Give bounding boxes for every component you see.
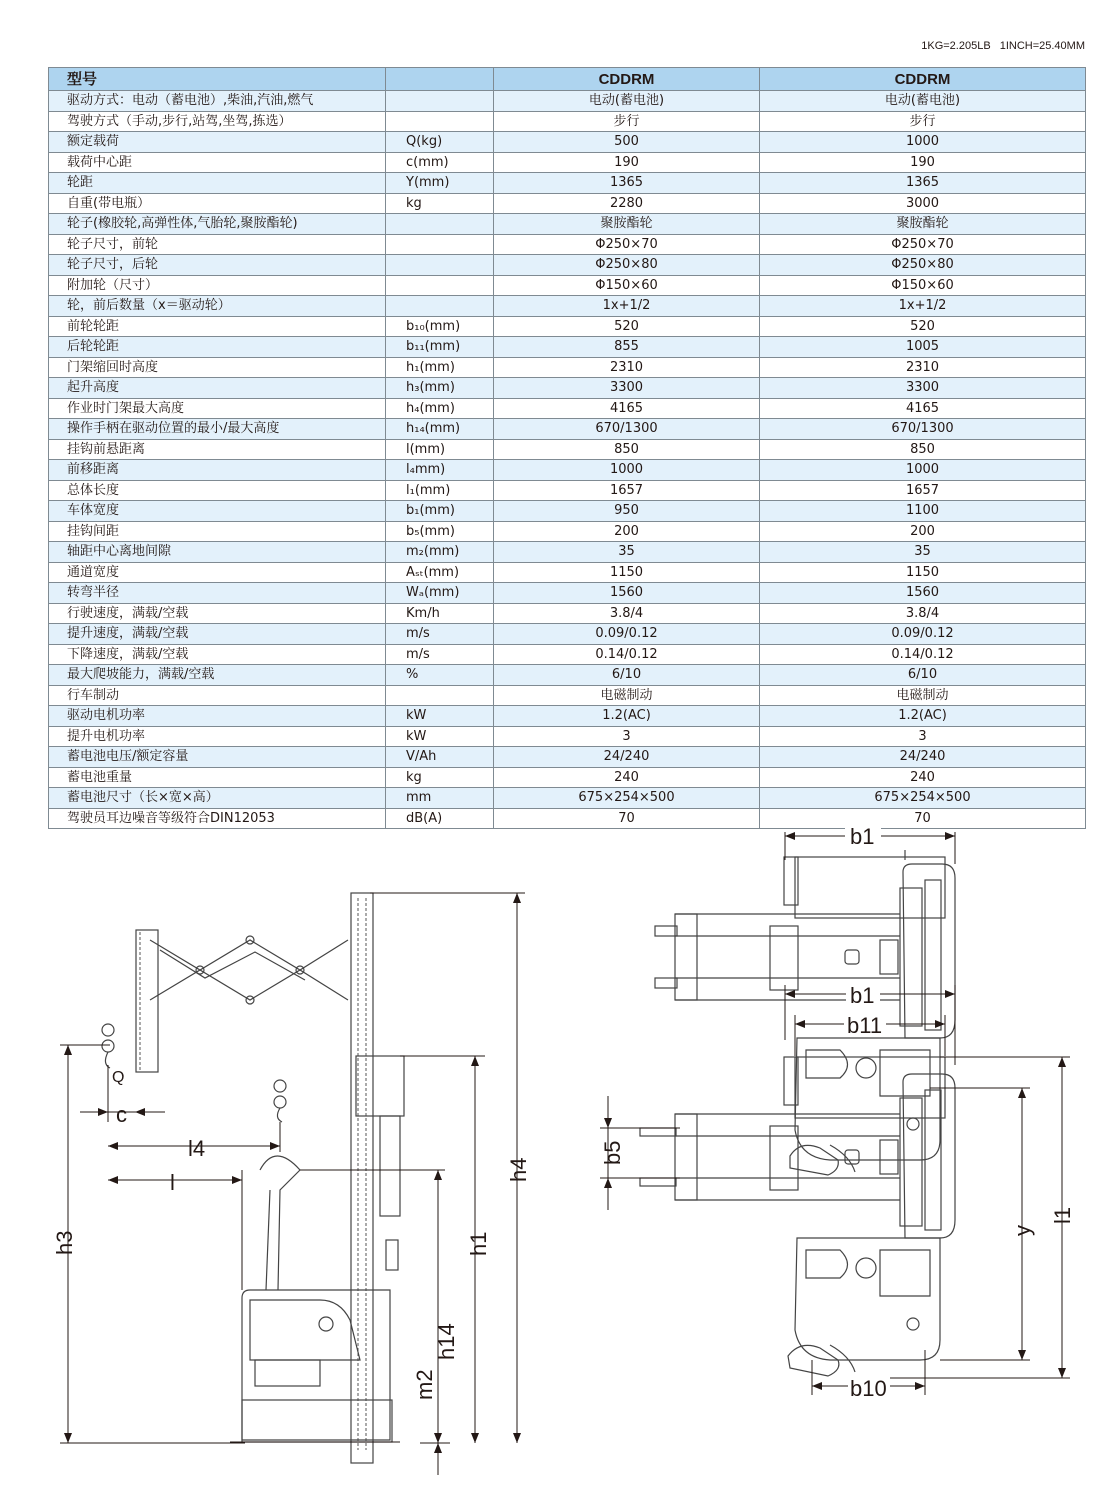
- table-row: [49, 542, 1086, 563]
- spec-label: 轮，前后数量（x＝驱动轮）: [49, 296, 386, 317]
- spec-value-2: 电动(蓄电池): [760, 91, 1086, 112]
- spec-value-1: 3: [494, 726, 760, 747]
- dim-label-b1: b1: [850, 824, 875, 849]
- spec-label: 行驶速度，满载/空载: [49, 603, 386, 624]
- table-row: [49, 419, 1086, 440]
- spec-label: 蓄电池尺寸（长×宽×高）: [49, 788, 386, 809]
- table-row: [49, 337, 1086, 358]
- spec-label: 驱动方式：电动（蓄电池）,柴油,汽油,燃气: [49, 91, 386, 112]
- spec-value-2: 1657: [760, 480, 1086, 501]
- table-row: [49, 644, 1086, 665]
- spec-value-2: 步行: [760, 111, 1086, 132]
- spec-label: 轴距中心离地间隙: [49, 542, 386, 563]
- spec-label: 最大爬坡能力，满载/空载: [49, 665, 386, 686]
- spec-label: 前轮轮距: [49, 316, 386, 337]
- spec-label: 转弯半径: [49, 583, 386, 604]
- spec-value-1: 0.09/0.12: [494, 624, 760, 645]
- spec-value-1: 500: [494, 132, 760, 153]
- dim-label-l: l: [170, 1170, 175, 1195]
- spec-unit: kg: [386, 767, 494, 788]
- table-row: [49, 583, 1086, 604]
- table-row: [49, 234, 1086, 255]
- spec-unit: m/s: [386, 644, 494, 665]
- plan-dim-label-l1: l1: [1050, 1206, 1075, 1224]
- spec-value-1: 2280: [494, 193, 760, 214]
- spec-value-1: 电动(蓄电池): [494, 91, 760, 112]
- spec-unit: V/Ah: [386, 747, 494, 768]
- spec-value-2: 190: [760, 152, 1086, 173]
- table-row: [49, 439, 1086, 460]
- spec-label: 下降速度，满载/空载: [49, 644, 386, 665]
- spec-unit: b₅(mm): [386, 521, 494, 542]
- spec-unit: b₁(mm): [386, 501, 494, 522]
- spec-value-1: 240: [494, 767, 760, 788]
- plan-dim-label-b5: b5: [600, 1140, 625, 1165]
- spec-unit: mm: [386, 788, 494, 809]
- spec-unit: Aₛₜ(mm): [386, 562, 494, 583]
- spec-table: [48, 67, 1086, 829]
- table-row: [49, 398, 1086, 419]
- table-row: [49, 767, 1086, 788]
- table-row: [49, 480, 1086, 501]
- spec-unit: Wₐ(mm): [386, 583, 494, 604]
- spec-value-1: 70: [494, 808, 760, 829]
- spec-value-1: 520: [494, 316, 760, 337]
- spec-unit: [386, 234, 494, 255]
- spec-value-1: 1560: [494, 583, 760, 604]
- spec-label: 轮距: [49, 173, 386, 194]
- spec-value-1: 步行: [494, 111, 760, 132]
- spec-value-2: 0.14/0.12: [760, 644, 1086, 665]
- spec-value-2: 1100: [760, 501, 1086, 522]
- spec-value-1: 855: [494, 337, 760, 358]
- spec-value-1: 3.8/4: [494, 603, 760, 624]
- spec-unit: [386, 91, 494, 112]
- dim-label-c: c: [116, 1102, 127, 1127]
- spec-unit: h₄(mm): [386, 398, 494, 419]
- table-row: [49, 111, 1086, 132]
- plan-dim-label-y: y: [1010, 1225, 1035, 1236]
- spec-value-1: 2310: [494, 357, 760, 378]
- table-row: [49, 173, 1086, 194]
- spec-unit: Y(mm): [386, 173, 494, 194]
- table-header-row: [49, 68, 1086, 91]
- table-row: [49, 214, 1086, 235]
- spec-value-1: 0.14/0.12: [494, 644, 760, 665]
- spec-value-2: 850: [760, 439, 1086, 460]
- spec-label: 通道宽度: [49, 562, 386, 583]
- spec-value-1: 1365: [494, 173, 760, 194]
- spec-label: 额定载荷: [49, 132, 386, 153]
- spec-value-2: 1560: [760, 583, 1086, 604]
- spec-label: 后轮轮距: [49, 337, 386, 358]
- spec-value-1: 6/10: [494, 665, 760, 686]
- dim-label-l4: l4: [188, 1136, 206, 1161]
- spec-value-2: Φ250×70: [760, 234, 1086, 255]
- spec-value-1: 1000: [494, 460, 760, 481]
- spec-value-1: Φ150×60: [494, 275, 760, 296]
- spec-value-2: 1365: [760, 173, 1086, 194]
- spec-unit: [386, 296, 494, 317]
- spec-unit: [386, 111, 494, 132]
- plan-view-body-group: [640, 1057, 955, 1376]
- spec-label: 驱动电机功率: [49, 706, 386, 727]
- spec-value-2: 70: [760, 808, 1086, 829]
- spec-label: 总体长度: [49, 480, 386, 501]
- spec-value-1: 850: [494, 439, 760, 460]
- spec-value-2: 675×254×500: [760, 788, 1086, 809]
- spec-unit: l(mm): [386, 439, 494, 460]
- table-row: [49, 808, 1086, 829]
- spec-value-2: 聚胺酯轮: [760, 214, 1086, 235]
- spec-label: 提升电机功率: [49, 726, 386, 747]
- table-row: [49, 316, 1086, 337]
- spec-value-1: 1.2(AC): [494, 706, 760, 727]
- header-model-1: CDDRM: [494, 68, 760, 91]
- spec-label: 附加轮（尺寸）: [49, 275, 386, 296]
- table-row: [49, 193, 1086, 214]
- spec-label: 前移距离: [49, 460, 386, 481]
- spec-unit: [386, 685, 494, 706]
- spec-unit: Q(kg): [386, 132, 494, 153]
- header-unit-cell: [386, 68, 494, 91]
- spec-unit: Km/h: [386, 603, 494, 624]
- spec-unit: h₃(mm): [386, 378, 494, 399]
- dim-label-h4: h4: [506, 1157, 531, 1182]
- spec-value-2: 0.09/0.12: [760, 624, 1086, 645]
- spec-value-1: 200: [494, 521, 760, 542]
- spec-unit: [386, 214, 494, 235]
- dim-label-m2: m2: [412, 1369, 437, 1400]
- spec-unit: h₁(mm): [386, 357, 494, 378]
- dim-label-Q: Q: [112, 1069, 125, 1086]
- spec-value-2: 6/10: [760, 665, 1086, 686]
- spec-value-1: 聚胺酯轮: [494, 214, 760, 235]
- table-row: [49, 726, 1086, 747]
- dim-label-h3: h3: [52, 1230, 77, 1255]
- spec-value-1: 670/1300: [494, 419, 760, 440]
- spec-unit: [386, 275, 494, 296]
- spec-value-1: 35: [494, 542, 760, 563]
- table-row: [49, 706, 1086, 727]
- spec-value-1: 1657: [494, 480, 760, 501]
- spec-value-2: 1000: [760, 460, 1086, 481]
- spec-unit: %: [386, 665, 494, 686]
- spec-unit: kW: [386, 726, 494, 747]
- spec-unit: l₁(mm): [386, 480, 494, 501]
- spec-value-2: 200: [760, 521, 1086, 542]
- spec-unit: m₂(mm): [386, 542, 494, 563]
- spec-value-2: 2310: [760, 357, 1086, 378]
- spec-table-body: [49, 91, 1086, 829]
- spec-label: 门架缩回时高度: [49, 357, 386, 378]
- spec-value-1: 190: [494, 152, 760, 173]
- spec-value-2: 1.2(AC): [760, 706, 1086, 727]
- spec-unit: kW: [386, 706, 494, 727]
- spec-label: 车体宽度: [49, 501, 386, 522]
- spec-value-2: 3.8/4: [760, 603, 1086, 624]
- table-row: [49, 665, 1086, 686]
- spec-value-2: 3: [760, 726, 1086, 747]
- spec-unit: h₁₄(mm): [386, 419, 494, 440]
- plan-view-diagram: [0, 860, 1107, 1494]
- spec-value-2: 3300: [760, 378, 1086, 399]
- spec-label: 蓄电池电压/额定容量: [49, 747, 386, 768]
- table-row: [49, 624, 1086, 645]
- table-row: [49, 562, 1086, 583]
- table-row: [49, 603, 1086, 624]
- spec-label: 轮子尺寸，前轮: [49, 234, 386, 255]
- spec-unit: kg: [386, 193, 494, 214]
- table-row: [49, 460, 1086, 481]
- table-row: [49, 378, 1086, 399]
- table-row: [49, 132, 1086, 153]
- table-row: [49, 747, 1086, 768]
- table-row: [49, 275, 1086, 296]
- spec-value-1: 675×254×500: [494, 788, 760, 809]
- spec-unit: b₁₁(mm): [386, 337, 494, 358]
- spec-value-2: 24/240: [760, 747, 1086, 768]
- table-row: [49, 91, 1086, 112]
- spec-value-1: 1150: [494, 562, 760, 583]
- table-row: [49, 152, 1086, 173]
- spec-label: 驾驶方式（手动,步行,站驾,坐驾,拣选）: [49, 111, 386, 132]
- table-row: [49, 296, 1086, 317]
- spec-label: 自重(带电瓶）: [49, 193, 386, 214]
- spec-label: 操作手柄在驱动位置的最小/最大高度: [49, 419, 386, 440]
- plan-dim-label-b10: b10: [850, 1376, 887, 1401]
- spec-label: 驾驶员耳边噪音等级符合DIN12053: [49, 808, 386, 829]
- spec-unit: dB(A): [386, 808, 494, 829]
- spec-value-2: 电磁制动: [760, 685, 1086, 706]
- spec-label: 轮子(橡胶轮,高弹性体,气胎轮,聚胺酯轮): [49, 214, 386, 235]
- spec-label: 起升高度: [49, 378, 386, 399]
- spec-value-2: 1x+1/2: [760, 296, 1086, 317]
- table-row: [49, 685, 1086, 706]
- spec-label: 行车制动: [49, 685, 386, 706]
- plan-dim-label-b11: b11: [847, 1013, 883, 1038]
- spec-value-1: 950: [494, 501, 760, 522]
- spec-label: 作业时门架最大高度: [49, 398, 386, 419]
- spec-value-1: 1x+1/2: [494, 296, 760, 317]
- table-row: [49, 521, 1086, 542]
- table-row: [49, 501, 1086, 522]
- spec-unit: [386, 255, 494, 276]
- spec-value-2: 240: [760, 767, 1086, 788]
- spec-value-2: 1150: [760, 562, 1086, 583]
- spec-value-2: 4165: [760, 398, 1086, 419]
- plan-dim-label-b1: b1: [850, 983, 875, 1008]
- spec-value-2: Φ150×60: [760, 275, 1086, 296]
- table-row: [49, 788, 1086, 809]
- spec-label: 挂钩间距: [49, 521, 386, 542]
- spec-label: 载荷中心距: [49, 152, 386, 173]
- spec-unit: c(mm): [386, 152, 494, 173]
- spec-value-1: 3300: [494, 378, 760, 399]
- spec-label: 蓄电池重量: [49, 767, 386, 788]
- spec-value-2: 1000: [760, 132, 1086, 153]
- spec-label: 挂钩前悬距离: [49, 439, 386, 460]
- spec-value-2: 520: [760, 316, 1086, 337]
- spec-value-1: Φ250×80: [494, 255, 760, 276]
- spec-unit: l₄mm): [386, 460, 494, 481]
- spec-label: 提升速度，满载/空载: [49, 624, 386, 645]
- spec-value-2: 670/1300: [760, 419, 1086, 440]
- spec-value-2: 1005: [760, 337, 1086, 358]
- table-row: [49, 357, 1086, 378]
- spec-label: 轮子尺寸，后轮: [49, 255, 386, 276]
- dim-label-h1: h1: [466, 1231, 491, 1256]
- header-model-label: 型号: [49, 68, 386, 91]
- header-model-2: CDDRM: [760, 68, 1086, 91]
- spec-value-1: Φ250×70: [494, 234, 760, 255]
- spec-value-1: 4165: [494, 398, 760, 419]
- spec-value-1: 24/240: [494, 747, 760, 768]
- dim-label-h14: h14: [434, 1323, 459, 1360]
- table-row: [49, 255, 1086, 276]
- spec-unit: m/s: [386, 624, 494, 645]
- unit-conversion-note: 1KG=2.205LB 1INCH=25.40MM: [921, 40, 1085, 52]
- spec-value-1: 电磁制动: [494, 685, 760, 706]
- spec-value-2: 35: [760, 542, 1086, 563]
- spec-value-2: Φ250×80: [760, 255, 1086, 276]
- spec-value-2: 3000: [760, 193, 1086, 214]
- spec-unit: b₁₀(mm): [386, 316, 494, 337]
